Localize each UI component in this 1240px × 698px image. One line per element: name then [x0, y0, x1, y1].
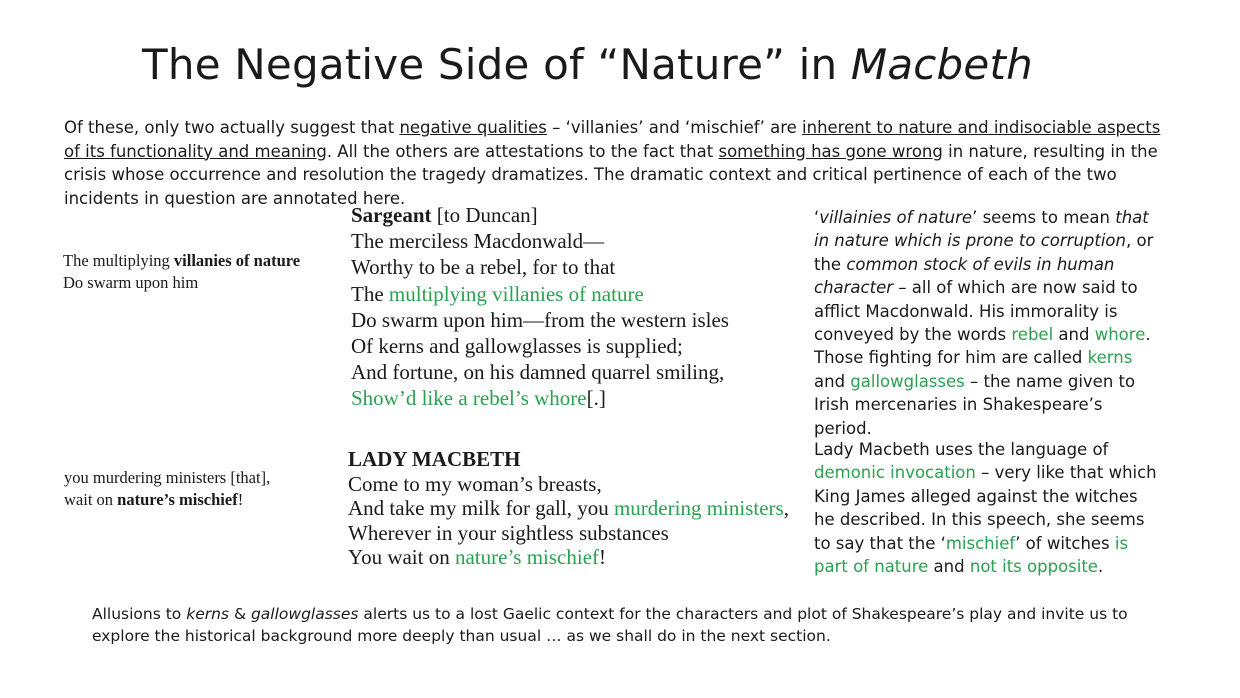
highlight-word: kerns — [1087, 348, 1133, 368]
underline-negative-qualities: negative qualities — [399, 118, 547, 137]
highlight-phrase: Show’d like a rebel’s whore — [351, 386, 587, 411]
highlight-word: whore — [1094, 325, 1146, 345]
intro-paragraph: Of these, only two actually suggest that negative qualities – ‘villanies’ and ‘mischief’ are inherent to nature and indisociable aspects of its functionality and meaning. All the others are attestations to the fact that something has gone wrong in nature, resulting in the crisis whose occurrence and resolution the tragedy dramatizes. The dramatic context and critical pertinence of each of the two incidents in question are annotated here. — [64, 118, 1161, 208]
verse-line: Worthy to be a rebel, for to that — [351, 255, 616, 280]
annotation-mischief: Lady Macbeth uses the language of demonic invocation – very like that which King James alleged against the witches he described. In this speech, she seems to say that the ‘mischief’ of witches is part of nature and not its opposite. — [814, 440, 1157, 577]
underline-inherent: inherent to nature and indisociable aspects of its functionality and meaning — [64, 118, 1161, 161]
verse-line: The multiplying villanies of nature — [351, 281, 644, 306]
highlight-phrase: nature’s mischief — [454, 545, 600, 569]
excerpt-villanies — [63, 250, 300, 294]
speaker-name: Sargeant — [351, 203, 432, 227]
highlight-word: is part of nature — [814, 533, 1129, 577]
excerpt-line: The multiplying villanies of nature — [63, 251, 301, 270]
excerpt-line: wait on nature’s mischief! — [64, 490, 244, 509]
highlight-word: not its opposite — [969, 557, 1098, 577]
highlight-word: rebel — [1011, 325, 1054, 345]
verse-line: You wait on nature’s mischief! — [348, 545, 607, 569]
verse-line: Wherever in your sightless substances — [348, 520, 669, 545]
excerpt-mischief — [64, 467, 270, 511]
highlight-phrase: murdering ministers — [613, 496, 784, 520]
verse-line: Do swarm upon him—from the western isles — [351, 307, 729, 332]
excerpt-line: you murdering ministers [that], — [64, 468, 271, 487]
highlight-phrase: multiplying villanies of nature — [388, 281, 644, 306]
verse-line: Show’d like a rebel’s whore[.] — [351, 386, 606, 411]
underline-something-wrong: something has gone wrong — [718, 141, 943, 161]
page-title: The Negative Side of “Nature” in Macbeth — [142, 40, 1033, 89]
speaker-name: LADY MACBETH — [348, 447, 521, 471]
verse-line: And fortune, on his damned quarrel smiling, — [351, 360, 725, 385]
verse-line: Come to my woman’s breasts, — [348, 471, 602, 496]
verse-line: The merciless Macdonwald— — [351, 229, 605, 254]
speaker-line — [351, 202, 729, 228]
verse-line: And take my milk for gall, you murdering ministers, — [348, 496, 789, 520]
footer-note: Allusions to kerns & gallowglasses alerts us to a lost Gaelic context for the characters and plot of Shakespeare’s play and invite us to explore the historical background more deeply than usual … as we shall do in the next section. — [92, 605, 1128, 645]
stage-direction: [to Duncan] — [431, 203, 538, 227]
passage-lady-macbeth — [348, 447, 789, 570]
excerpt-line: Do swarm upon him — [63, 273, 199, 292]
highlight-word: gallowglasses — [850, 371, 965, 391]
annotation-villanies: ‘villainies of nature’ seems to mean that in nature which is prone to corruption, or the common stock of evils in human character – all of which are now said to afflict Macdonwald. His immorality is conveyed by the words rebel and whore. Those fighting for him are called kerns and gallowglasses – the name given to Irish mercenaries in Shakespeare’s period. — [814, 208, 1154, 438]
passage-sargeant — [351, 202, 729, 412]
title-italic-macbeth: Macbeth — [850, 40, 1033, 89]
verse-line: Of kerns and gallowglasses is supplied; — [351, 334, 683, 359]
highlight-word: mischief — [945, 533, 1016, 553]
highlight-word: demonic invocation — [814, 463, 976, 483]
